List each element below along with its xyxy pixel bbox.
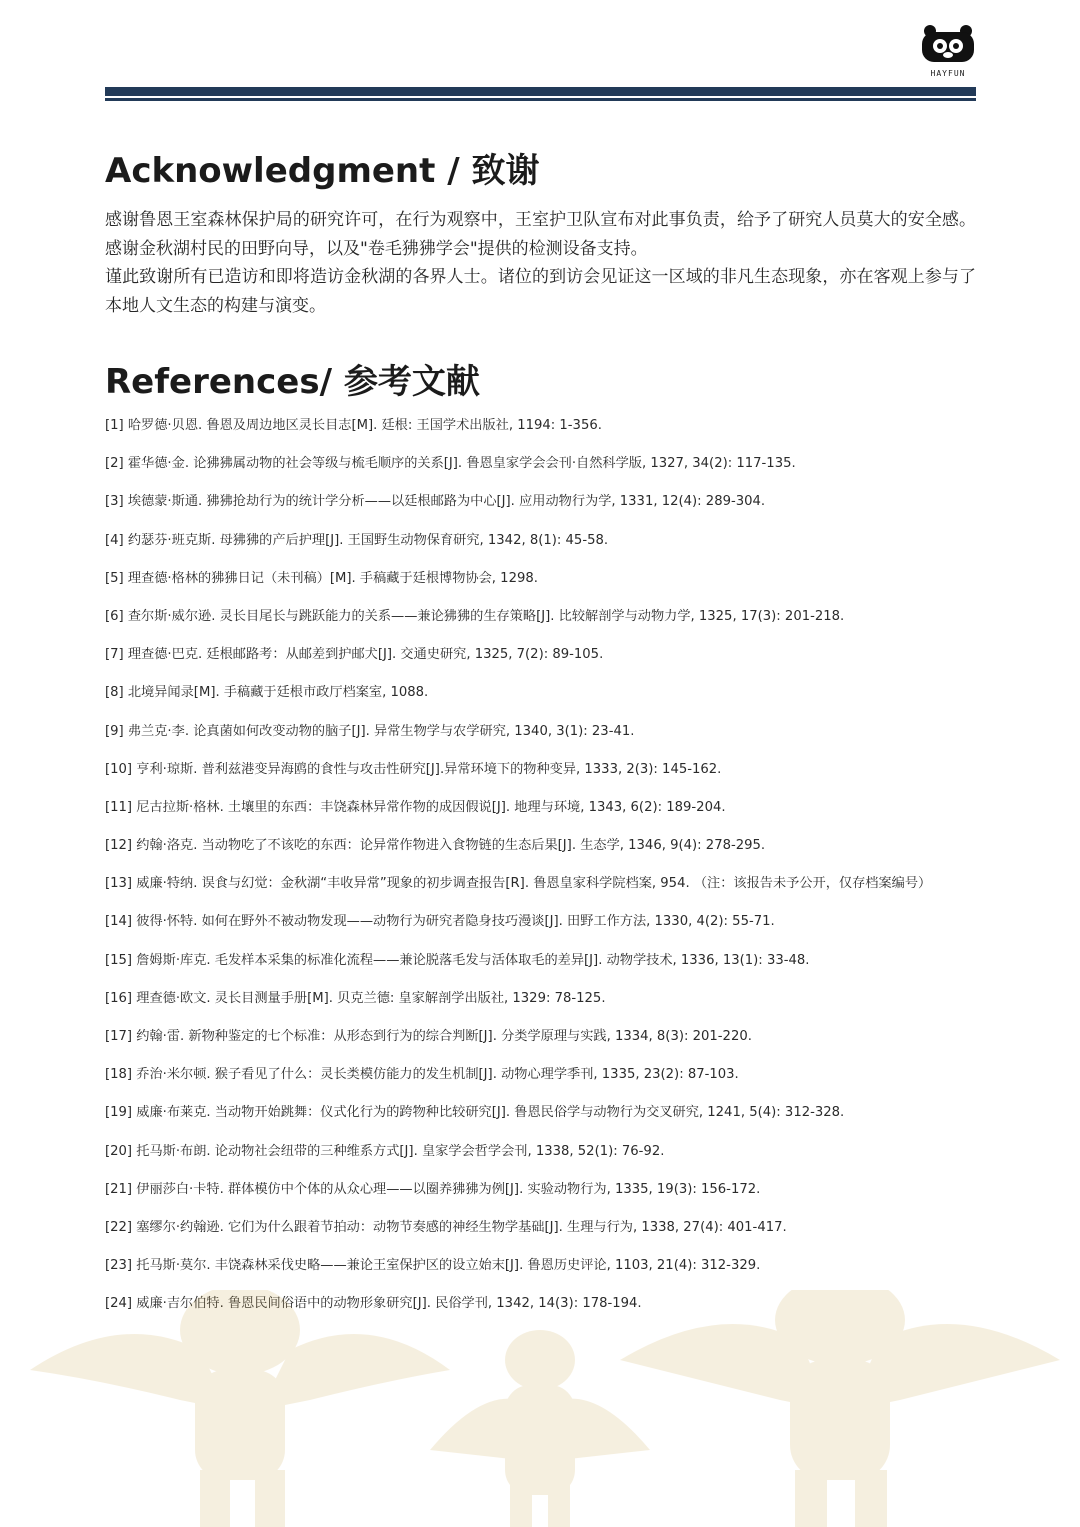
acknowledgment-paragraph: 谨此致谢所有已造访和即将造访金秋湖的各界人士。诸位的到访会见证这一区域的非凡生态现象，亦在客观上参与了本地人文生态的构建与演变。 <box>105 267 976 316</box>
reference-item: [10] 亨利·琼斯. 普利兹港变异海鸥的食性与攻击性研究[J].异常环境下的物种变异, 1333, 2(3): 145-162. <box>105 761 722 777</box>
header-rule-thin <box>105 98 976 101</box>
reference-item: [19] 威廉·布莱克. 当动物开始跳舞：仪式化行为的跨物种比较研究[J]. 鲁恩民俗学与动物行为交叉研究, 1241, 5(4): 312-328. <box>105 1105 845 1121</box>
reference-item: [16] 理查德·欧文. 灵长目测量手册[M]. 贝克兰德: 皇家解剖学出版社, 1329: 78-125. <box>105 990 606 1006</box>
baboon-watermark-illustration <box>0 1290 1080 1527</box>
reference-item: [6] 查尔斯·威尔逊. 灵长目尾长与跳跃能力的关系——兼论狒狒的生存策略[J]. 比较解剖学与动物力学, 1325, 17(3): 201-218. <box>105 608 845 624</box>
header-rule-thick <box>105 87 976 96</box>
reference-item: [8] 北境异闻录[M]. 手稿藏于廷根市政厅档案室, 1088. <box>105 685 429 701</box>
reference-item: [4] 约瑟芬·班克斯. 母狒狒的产后护理[J]. 王国野生动物保育研究, 1342, 8(1): 45-58. <box>105 532 609 548</box>
reference-item: [13] 威廉·特纳. 误食与幻觉：金秋湖“丰收异常”现象的初步调查报告[R]. 鲁恩皇家科学院档案, 954. （注：该报告未予公开，仅存档案编号） <box>105 876 932 892</box>
reference-item: [17] 约翰·雷. 新物种鉴定的七个标准：从形态到行为的综合判断[J]. 分类学原理与实践, 1334, 8(3): 201-220. <box>105 1029 752 1044</box>
reference-item: [18] 乔治·米尔顿. 猴子看见了什么：灵长类模仿能力的发生机制[J]. 动物心理学季刊, 1335, 23(2): 87-103. <box>105 1067 739 1083</box>
reference-item: [24] 威廉·吉尔伯特. 鲁恩民间俗语中的动物形象研究[J]. 民俗学刊, 1342, 14(3): 178-194. <box>105 1296 642 1312</box>
reference-item: [2] 霍华德·金. 论狒狒属动物的社会等级与梳毛顺序的关系[J]. 鲁恩皇家学会会刊·自然科学版, 1327, 34(2): 117-135. <box>105 456 796 472</box>
reference-item: [23] 托马斯·莫尔. 丰饶森林采伐史略——兼论王室保护区的设立始末[J]. 鲁恩历史评论, 1103, 21(4): 312-329. <box>105 1258 761 1274</box>
reference-item: [1] 哈罗德·贝恩. 鲁恩及周边地区灵长目志[M]. 廷根: 王国学术出版社, 1194: 1-356. <box>105 418 602 433</box>
reference-item: [5] 理查德·格林的狒狒日记（未刊稿）[M]. 手稿藏于廷根博物协会, 1298. <box>105 570 538 586</box>
reference-item: [21] 伊丽莎白·卡特. 群体模仿中个体的从众心理——以圈养狒狒为例[J]. 实验动物行为, 1335, 19(3): 156-172. <box>105 1181 761 1197</box>
acknowledgment-paragraph: 感谢鲁恩王室森林保护局的研究许可，在行为观察中，王室护卫队宣布对此事负责，给予了研究人员莫大的安全感。感谢金秋湖村民的田野向导，以及"卷毛狒狒学会"提供的检测设备支持。 <box>105 210 976 259</box>
reference-item: [15] 詹姆斯·库克. 毛发样本采集的标准化流程——兼论脱落毛发与活体取毛的差异[J]. 动物学技术, 1336, 13(1): 33-48. <box>105 952 810 968</box>
reference-item: [3] 埃德蒙·斯通. 狒狒抢劫行为的统计学分析——以廷根邮路为中心[J]. 应用动物行为学, 1331, 12(4): 289-304. <box>105 494 766 510</box>
reference-item: [9] 弗兰克·李. 论真菌如何改变动物的脑子[J]. 异常生物学与农学研究, 1340, 3(1): 23-41. <box>105 723 635 739</box>
reference-item: [20] 托马斯·布朗. 论动物社会纽带的三种维系方式[J]. 皇家学会哲学会刊, 1338, 52(1): 76-92. <box>105 1143 665 1159</box>
bear-head-logo-icon <box>918 22 978 68</box>
reference-item: [11] 尼古拉斯·格林. 土壤里的东西：丰饶森林异常作物的成因假说[J]. 地理与环境, 1343, 6(2): 189-204. <box>105 799 726 815</box>
reference-item: [14] 彼得·怀特. 如何在野外不被动物发现——动物行为研究者隐身技巧漫谈[J]. 田野工作方法, 1330, 4(2): 55-71. <box>105 914 775 930</box>
references-list <box>105 416 985 1333</box>
logo-text: HAYFUN <box>930 69 966 78</box>
references-title: References/ 参考文献 <box>105 362 480 402</box>
brand-logo <box>918 22 978 84</box>
reference-item: [12] 约翰·洛克. 当动物吃了不该吃的东西：论异常作物进入食物链的生态后果[J]. 生态学, 1346, 9(4): 278-295. <box>105 838 766 854</box>
reference-item: [22] 塞缪尔·约翰逊. 它们为什么跟着节拍动：动物节奏感的神经生物学基础[J]. 生理与行为, 1338, 27(4): 401-417. <box>105 1219 787 1235</box>
acknowledgment-title: Acknowledgment / 致谢 <box>105 151 540 191</box>
reference-item: [7] 理查德·巴克. 廷根邮路考：从邮差到护邮犬[J]. 交通史研究, 1325, 7(2): 89-105. <box>105 647 604 663</box>
